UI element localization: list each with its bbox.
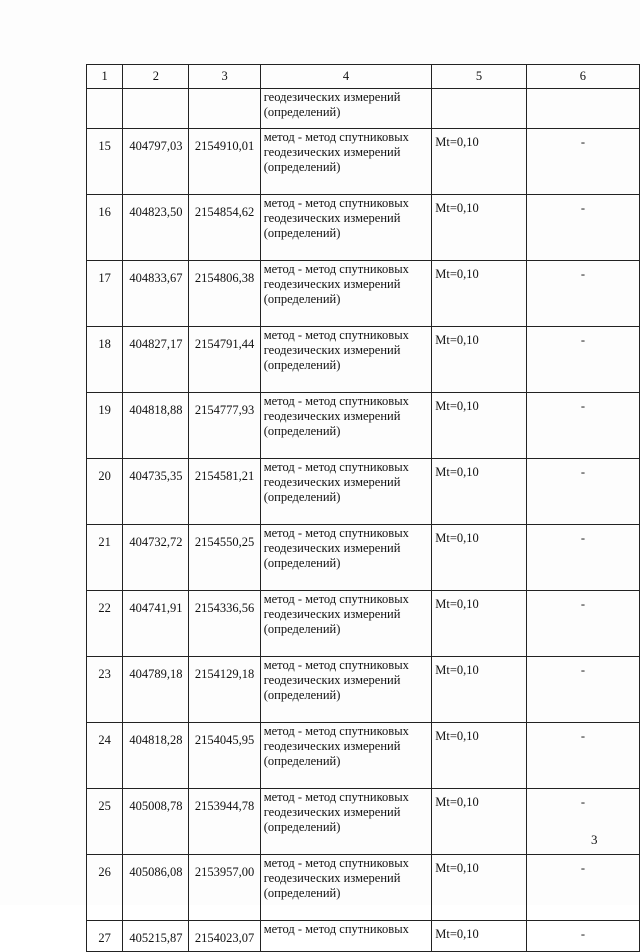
table-row (87, 789, 640, 855)
accuracy-cell (432, 89, 527, 129)
description-line: геодезических измерений (263, 607, 401, 621)
accuracy-cell: Mt=0,10 (432, 591, 527, 657)
y-coordinate-cell: 2154045,95 (189, 723, 260, 789)
col6-cell: - (526, 525, 639, 591)
page-number: 3 (591, 832, 598, 847)
table-row (87, 327, 640, 393)
description-line: метод - метод спутниковых (263, 460, 409, 474)
x-coordinate-cell: 404735,35 (123, 459, 189, 525)
accuracy-cell: Mt=0,10 (432, 921, 527, 952)
description-line: геодезических измерений (263, 805, 401, 819)
table-row (87, 393, 640, 459)
description-line: геодезических измерений (263, 211, 401, 225)
accuracy-cell: Mt=0,10 (432, 195, 527, 261)
col6-cell (526, 89, 639, 129)
description-line: геодезических измерений (263, 90, 401, 104)
method-description-cell (260, 393, 432, 459)
point-number-cell: 21 (87, 525, 123, 591)
col6-cell: - (526, 855, 639, 921)
header-cell: 5 (432, 65, 527, 89)
point-number-cell: 27 (87, 921, 123, 952)
table-row (87, 129, 640, 195)
table-row (87, 195, 640, 261)
col6-cell: - (526, 789, 639, 855)
point-number-cell: 15 (87, 129, 123, 195)
y-coordinate-cell: 2154910,01 (189, 129, 260, 195)
description-line: метод - метод спутниковых (263, 724, 409, 738)
x-coordinate-cell: 404823,50 (123, 195, 189, 261)
col6-cell: - (526, 327, 639, 393)
description-line: (определений) (263, 490, 341, 504)
method-description-cell (260, 327, 432, 393)
col6-cell: - (526, 195, 639, 261)
description-line: геодезических измерений (263, 739, 401, 753)
x-coordinate-cell: 405086,08 (123, 855, 189, 921)
point-number-cell: 25 (87, 789, 123, 855)
y-coordinate-cell: 2154023,07 (189, 921, 260, 952)
header-cell: 2 (123, 65, 189, 89)
description-line: метод - метод спутниковых (263, 790, 409, 804)
col6-cell: - (526, 393, 639, 459)
description-line: метод - метод спутниковых (263, 262, 409, 276)
point-number-cell: 19 (87, 393, 123, 459)
col6-cell: - (526, 261, 639, 327)
accuracy-cell: Mt=0,10 (432, 525, 527, 591)
header-cell: 6 (526, 65, 639, 89)
x-coordinate-cell: 404732,72 (123, 525, 189, 591)
table-row (87, 525, 640, 591)
description-line: метод - метод спутниковых (263, 196, 409, 210)
method-description-cell (260, 591, 432, 657)
accuracy-cell: Mt=0,10 (432, 789, 527, 855)
method-description-cell (260, 789, 432, 855)
x-coordinate-cell: 404833,67 (123, 261, 189, 327)
table-row (87, 591, 640, 657)
method-description-cell (260, 459, 432, 525)
method-description-cell (260, 657, 432, 723)
description-line: (определений) (263, 226, 341, 240)
y-coordinate-cell: 2153957,00 (189, 855, 260, 921)
description-line: (определений) (263, 424, 341, 438)
point-number-cell (87, 89, 123, 129)
description-line: метод - метод спутниковых (263, 658, 409, 672)
col6-cell: - (526, 657, 639, 723)
point-number-cell: 24 (87, 723, 123, 789)
x-coordinate-cell: 404789,18 (123, 657, 189, 723)
description-line: геодезических измерений (263, 145, 401, 159)
description-line: (определений) (263, 820, 341, 834)
header-cell: 3 (189, 65, 260, 89)
description-line: метод - метод спутниковых (263, 328, 409, 342)
header-cell: 1 (87, 65, 123, 89)
method-description-cell (260, 195, 432, 261)
description-line: (определений) (263, 105, 341, 119)
method-description-cell (260, 261, 432, 327)
table-header-row (87, 65, 640, 89)
y-coordinate-cell: 2154581,21 (189, 459, 260, 525)
y-coordinate-cell: 2154806,38 (189, 261, 260, 327)
table-row (87, 657, 640, 723)
description-line: метод - метод спутниковых (263, 856, 409, 870)
point-number-cell: 17 (87, 261, 123, 327)
table-row (87, 921, 640, 952)
x-coordinate-cell: 404741,91 (123, 591, 189, 657)
description-line: метод - метод спутниковых (263, 130, 409, 144)
x-coordinate-cell: 404827,17 (123, 327, 189, 393)
col6-cell: - (526, 459, 639, 525)
table-row (87, 723, 640, 789)
accuracy-cell: Mt=0,10 (432, 327, 527, 393)
description-line: геодезических измерений (263, 871, 401, 885)
description-line: (определений) (263, 688, 341, 702)
x-coordinate-cell (123, 89, 189, 129)
accuracy-cell: Mt=0,10 (432, 129, 527, 195)
x-coordinate-cell: 405008,78 (123, 789, 189, 855)
y-coordinate-cell: 2153944,78 (189, 789, 260, 855)
description-line: геодезических измерений (263, 343, 401, 357)
method-description-cell (260, 855, 432, 921)
accuracy-cell: Mt=0,10 (432, 855, 527, 921)
description-line: геодезических измерений (263, 673, 401, 687)
method-description-cell (260, 89, 432, 129)
table-row (87, 261, 640, 327)
y-coordinate-cell: 2154791,44 (189, 327, 260, 393)
description-line: (определений) (263, 556, 341, 570)
y-coordinate-cell: 2154129,18 (189, 657, 260, 723)
method-description-cell (260, 723, 432, 789)
table-row (87, 855, 640, 921)
description-line: (определений) (263, 358, 341, 372)
col6-cell: - (526, 921, 639, 952)
accuracy-cell: Mt=0,10 (432, 459, 527, 525)
description-line: геодезических измерений (263, 277, 401, 291)
description-line: метод - метод спутниковых (263, 526, 409, 540)
point-number-cell: 16 (87, 195, 123, 261)
point-number-cell: 18 (87, 327, 123, 393)
description-line: (определений) (263, 886, 341, 900)
x-coordinate-cell: 404797,03 (123, 129, 189, 195)
accuracy-cell: Mt=0,10 (432, 393, 527, 459)
col6-cell: - (526, 723, 639, 789)
description-line: (определений) (263, 754, 341, 768)
point-number-cell: 20 (87, 459, 123, 525)
point-number-cell: 26 (87, 855, 123, 921)
accuracy-cell: Mt=0,10 (432, 261, 527, 327)
col6-cell: - (526, 591, 639, 657)
description-line: (определений) (263, 160, 341, 174)
description-line: геодезических измерений (263, 475, 401, 489)
continuation-row (87, 89, 640, 129)
table-row (87, 459, 640, 525)
x-coordinate-cell: 404818,28 (123, 723, 189, 789)
header-cell: 4 (260, 65, 432, 89)
method-description-cell (260, 921, 432, 952)
coordinates-table (86, 64, 640, 952)
x-coordinate-cell: 404818,88 (123, 393, 189, 459)
description-line: метод - метод спутниковых (263, 394, 409, 408)
description-line: метод - метод спутниковых (263, 922, 409, 936)
description-line: (определений) (263, 292, 341, 306)
y-coordinate-cell: 2154336,56 (189, 591, 260, 657)
col6-cell: - (526, 129, 639, 195)
description-line: метод - метод спутниковых (263, 592, 409, 606)
point-number-cell: 23 (87, 657, 123, 723)
accuracy-cell: Mt=0,10 (432, 723, 527, 789)
method-description-cell (260, 129, 432, 195)
method-description-cell (260, 525, 432, 591)
y-coordinate-cell: 2154854,62 (189, 195, 260, 261)
y-coordinate-cell: 2154777,93 (189, 393, 260, 459)
x-coordinate-cell: 405215,87 (123, 921, 189, 952)
y-coordinate-cell: 2154550,25 (189, 525, 260, 591)
y-coordinate-cell (189, 89, 260, 129)
accuracy-cell: Mt=0,10 (432, 657, 527, 723)
description-line: геодезических измерений (263, 541, 401, 555)
description-line: (определений) (263, 622, 341, 636)
point-number-cell: 22 (87, 591, 123, 657)
description-line: геодезических измерений (263, 409, 401, 423)
